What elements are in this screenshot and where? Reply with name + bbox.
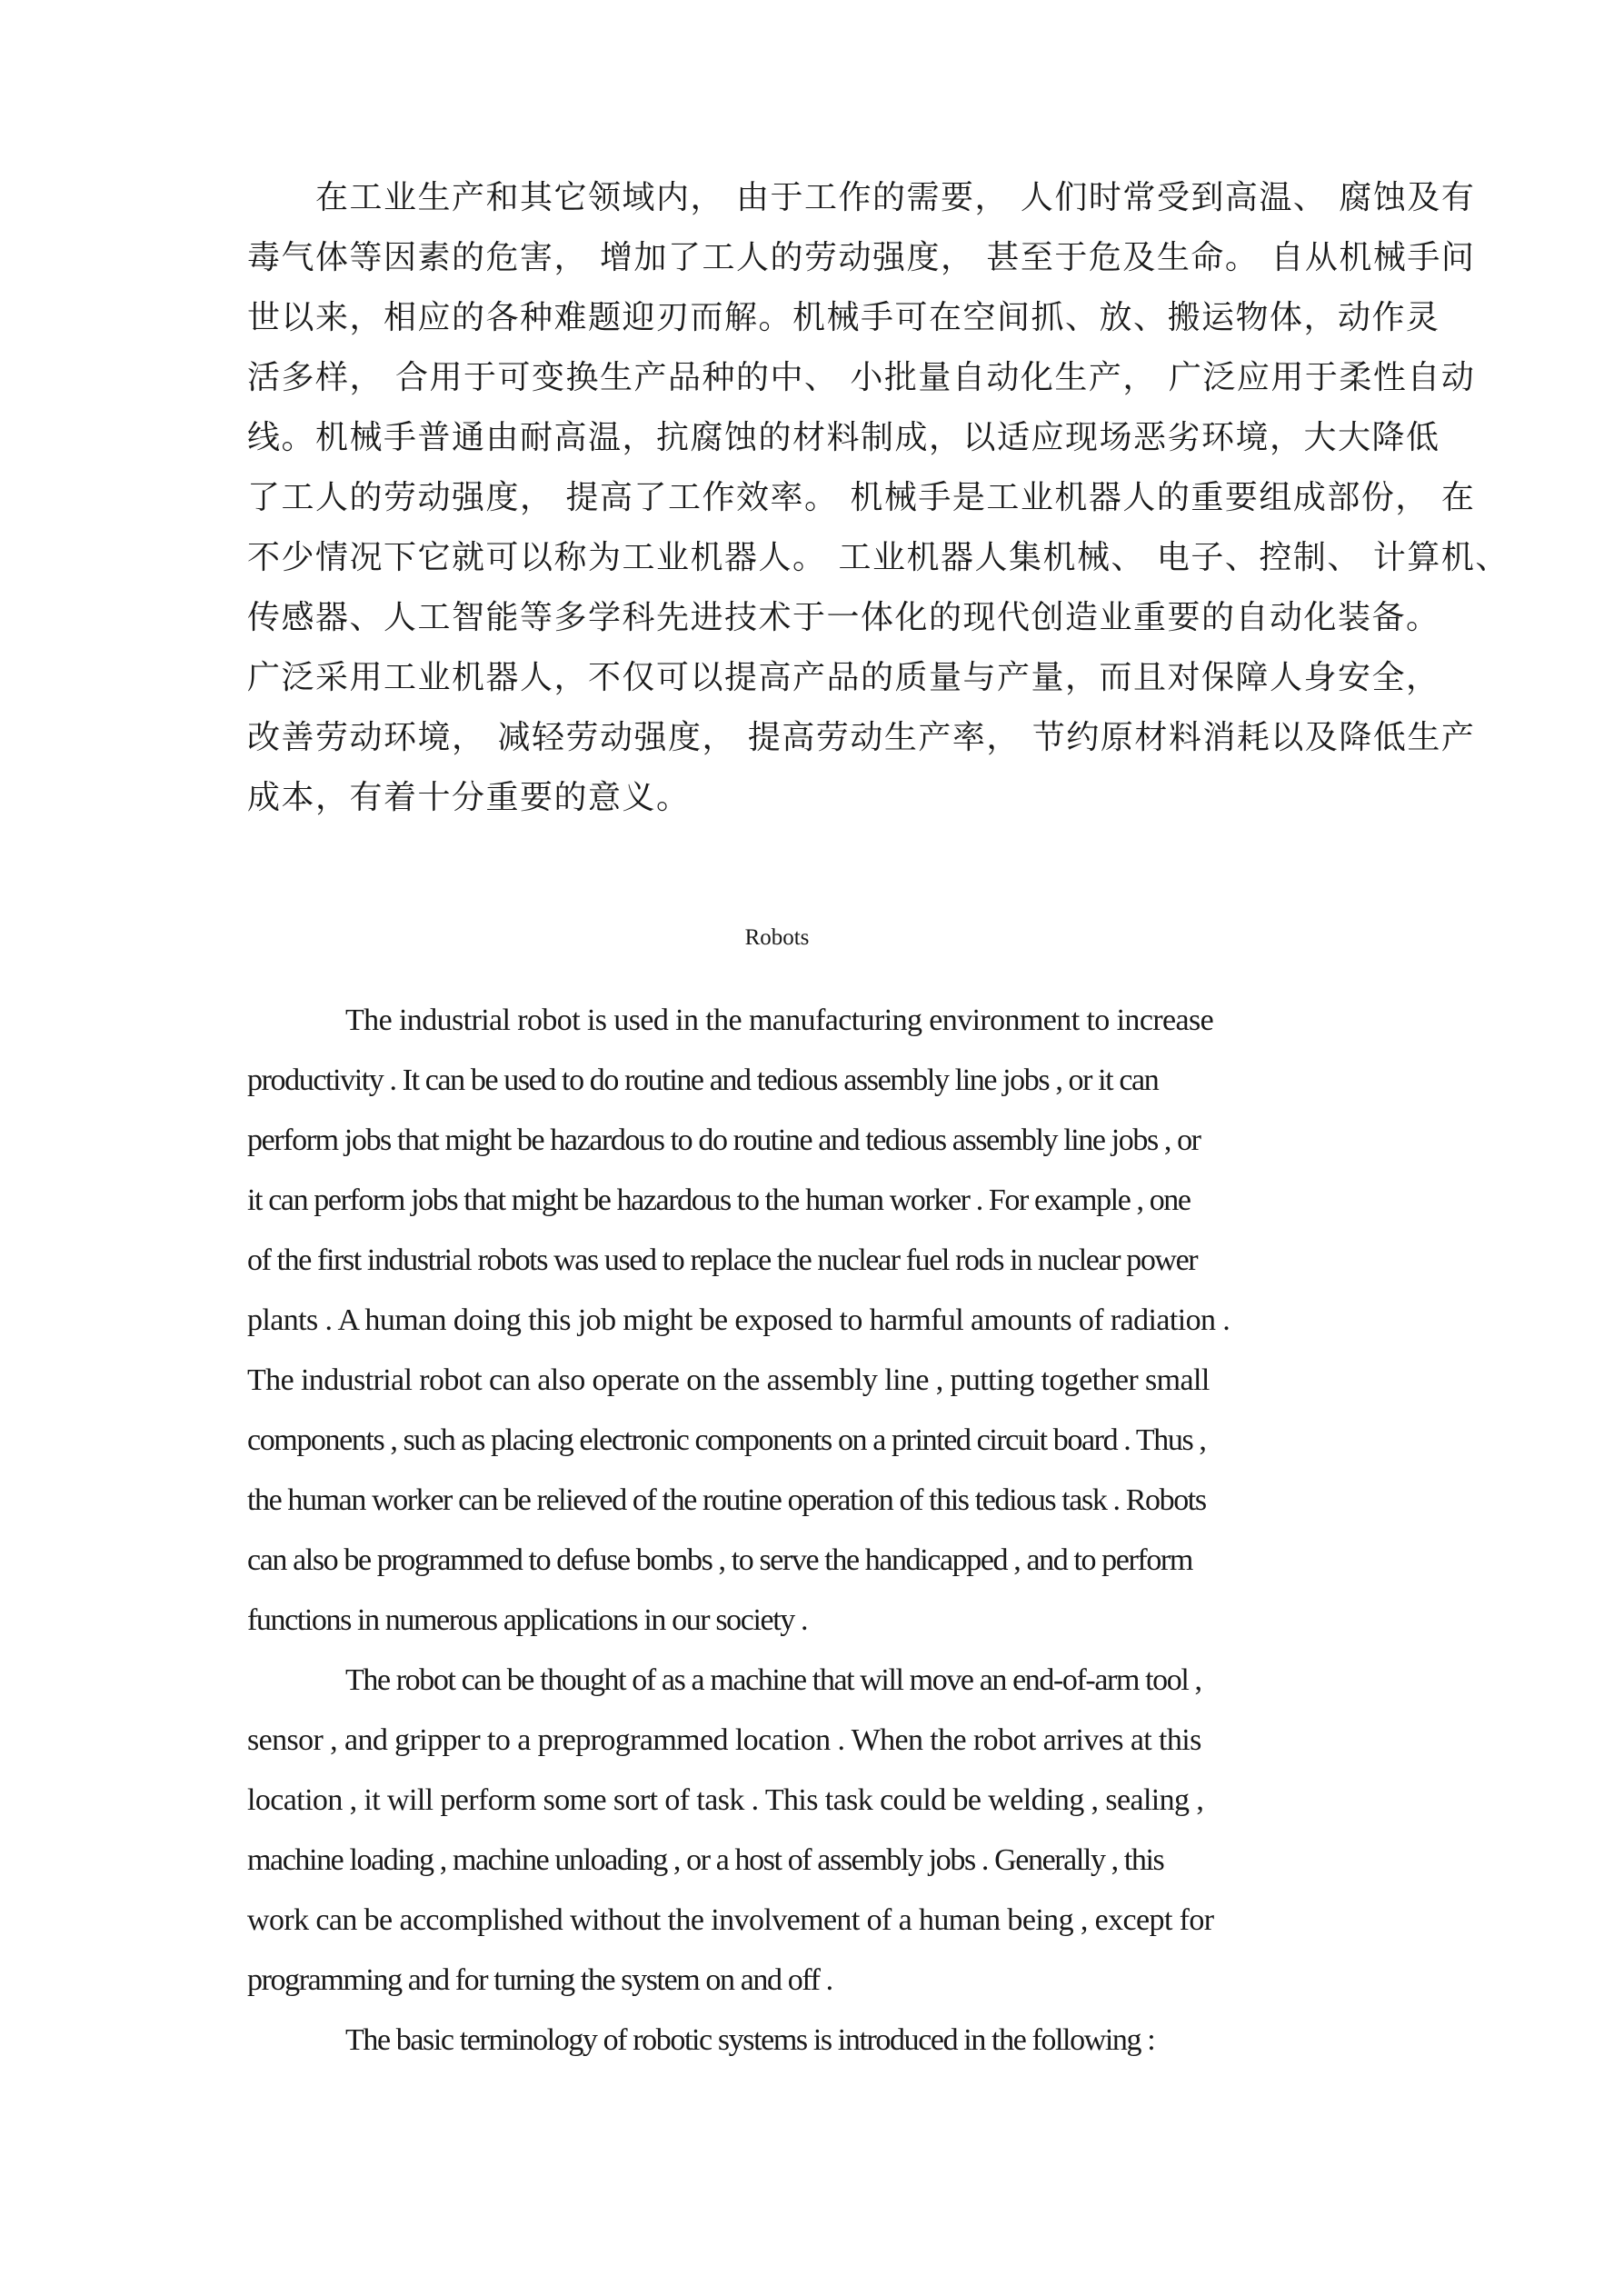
- section-heading: Robots: [744, 925, 810, 950]
- english-line: The industrial robot can also operate on the assembly line , putting together small: [247, 1363, 1210, 1397]
- english-line: productivity . It can be used to do routine and tedious assembly line jobs , or it can: [247, 1063, 1159, 1097]
- english-line: The basic terminology of robotic systems is introduced in the following :: [345, 2023, 1155, 2057]
- chinese-line: 成本，有着十分重要的意义。: [247, 779, 691, 816]
- english-line: sensor , and gripper to a preprogrammed location . When the robot arrives at this: [247, 1723, 1201, 1757]
- english-line: work can be accomplished without the involvement of a human being , except for: [247, 1903, 1214, 1937]
- chinese-paragraph: [247, 168, 1509, 828]
- chinese-line: 广泛采用工业机器人，不仅可以提高产品的质量与产量，而且对保障人身安全，: [247, 659, 1440, 696]
- english-line: can also be programmed to defuse bombs , to serve the handicapped , and to perform: [247, 1543, 1192, 1577]
- chinese-line: 了工人的劳动强度， 提高了工作效率。 机械手是工业机器人的重要组成部份， 在: [247, 479, 1476, 516]
- chinese-line: 线。机械手普通由耐高温，抗腐蚀的材料制成，以适应现场恶劣环境，大大降低: [247, 419, 1440, 456]
- english-line: machine loading , machine unloading , or a host of assembly jobs . Generally , this: [247, 1843, 1164, 1877]
- english-line: the human worker can be relieved of the routine operation of this tedious task . Robots: [247, 1483, 1206, 1517]
- english-line: location , it will perform some sort of task . This task could be welding , sealing ,: [247, 1783, 1204, 1817]
- chinese-line: 活多样， 合用于可变换生产品种的中、 小批量自动化生产， 广泛应用于柔性自动: [247, 359, 1476, 396]
- english-line: components , such as placing electronic components on a printed circuit board . Thus ,: [247, 1423, 1206, 1457]
- english-line: it can perform jobs that might be hazardous to the human worker . For example , one: [247, 1183, 1191, 1217]
- chinese-line: 传感器、人工智能等多学科先进技术于一体化的现代创造业重要的自动化装备。: [247, 599, 1440, 636]
- english-line: of the first industrial robots was used to replace the nuclear fuel rods in nuclear power: [247, 1243, 1198, 1277]
- chinese-line: 改善劳动环境， 减轻劳动强度， 提高劳动生产率， 节约原材料消耗以及降低生产: [247, 719, 1476, 756]
- chinese-line: 世以来，相应的各种难题迎刃而解。机械手可在空间抓、放、搬运物体，动作灵: [247, 299, 1440, 336]
- english-line: plants . A human doing this job might be exposed to harmful amounts of radiation .: [247, 1303, 1230, 1337]
- chinese-line: 在工业生产和其它领域内， 由于工作的需要， 人们时常受到高温、 腐蚀及有: [247, 179, 1476, 216]
- chinese-line: 不少情况下它就可以称为工业机器人。 工业机器人集机械、 电子、控制、 计算机、: [247, 539, 1509, 576]
- english-line: functions in numerous applications in our society .: [247, 1603, 808, 1637]
- english-line: The robot can be thought of as a machine that will move an end-of-arm tool ,: [345, 1663, 1201, 1697]
- english-text: [247, 991, 1429, 2071]
- chinese-line: 毒气体等因素的危害， 增加了工人的劳动强度， 甚至于危及生命。 自从机械手问: [247, 239, 1476, 276]
- english-line: The industrial robot is used in the manufacturing environment to increase: [345, 1003, 1214, 1037]
- english-line: programming and for turning the system on and off .: [247, 1963, 832, 1997]
- english-line: perform jobs that might be hazardous to do routine and tedious assembly line jobs , or: [247, 1123, 1201, 1157]
